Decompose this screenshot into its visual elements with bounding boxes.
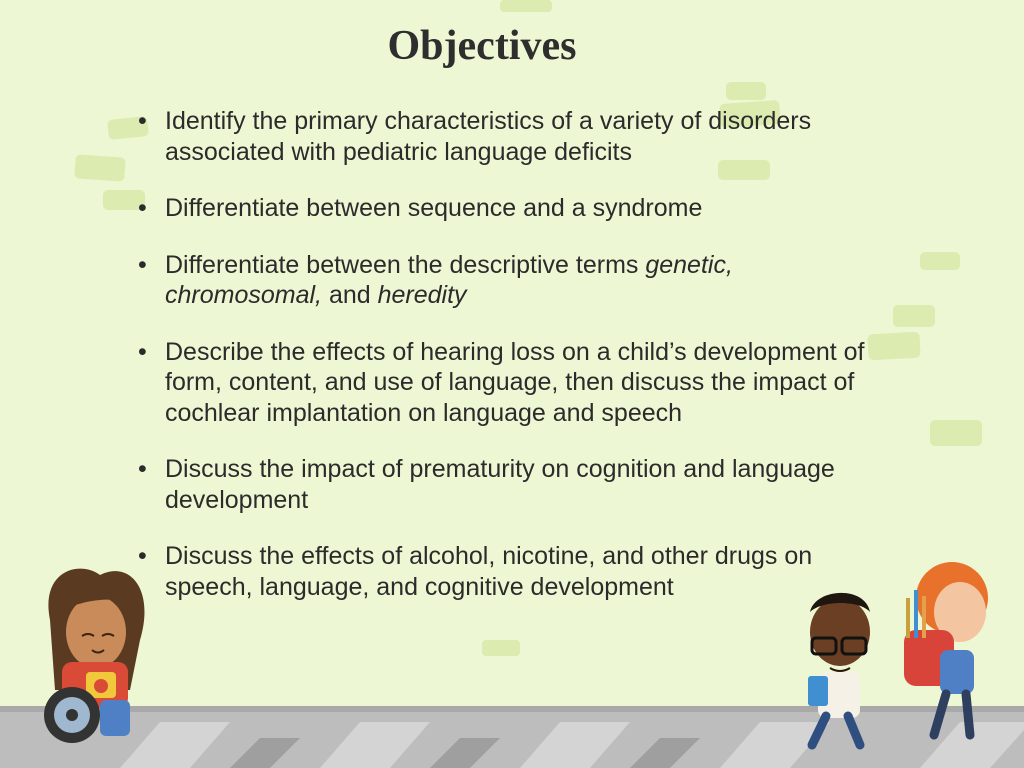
bullet: •: [138, 337, 147, 366]
slide-title: Objectives: [387, 23, 577, 69]
objective-text: and: [322, 281, 378, 309]
objective-text: Identify the primary characteristics of a variety of disorders associated with pediatric language deficits: [165, 107, 812, 166]
objective-item: [138, 193, 883, 224]
bullet: •: [138, 455, 147, 483]
objective-text: Discuss the impact of prematurity on cognition and language development: [165, 455, 835, 514]
objective-text: Describe the effects of hearing loss on a child’s development of form, content, and use of language, then discuss the impact of cochlear implantation on language and speech: [165, 337, 865, 427]
objective-item: [138, 250, 883, 311]
objective-text: Discuss the effects of alcohol, nicotine, and other drugs on speech, language, and cognitive development: [165, 542, 813, 601]
objectives-list: [138, 106, 883, 628]
bullet: •: [138, 542, 147, 570]
objective-item: [138, 454, 883, 515]
bullet: •: [138, 250, 147, 279]
objective-text: Differentiate between sequence and a syndrome: [165, 194, 703, 222]
objective-italic-terms: genetic, chromosomal,: [165, 250, 733, 309]
objective-item: [138, 106, 883, 167]
girl-in-wheelchair-illustration: [44, 569, 144, 743]
sidewalk: [0, 706, 1024, 768]
objective-item: [138, 337, 883, 429]
objective-text: Differentiate between the descriptive terms: [165, 250, 646, 279]
bullet: •: [138, 107, 147, 135]
objective-italic-term: heredity: [377, 281, 467, 309]
objective-item: [138, 541, 883, 602]
bullet: •: [138, 194, 147, 222]
